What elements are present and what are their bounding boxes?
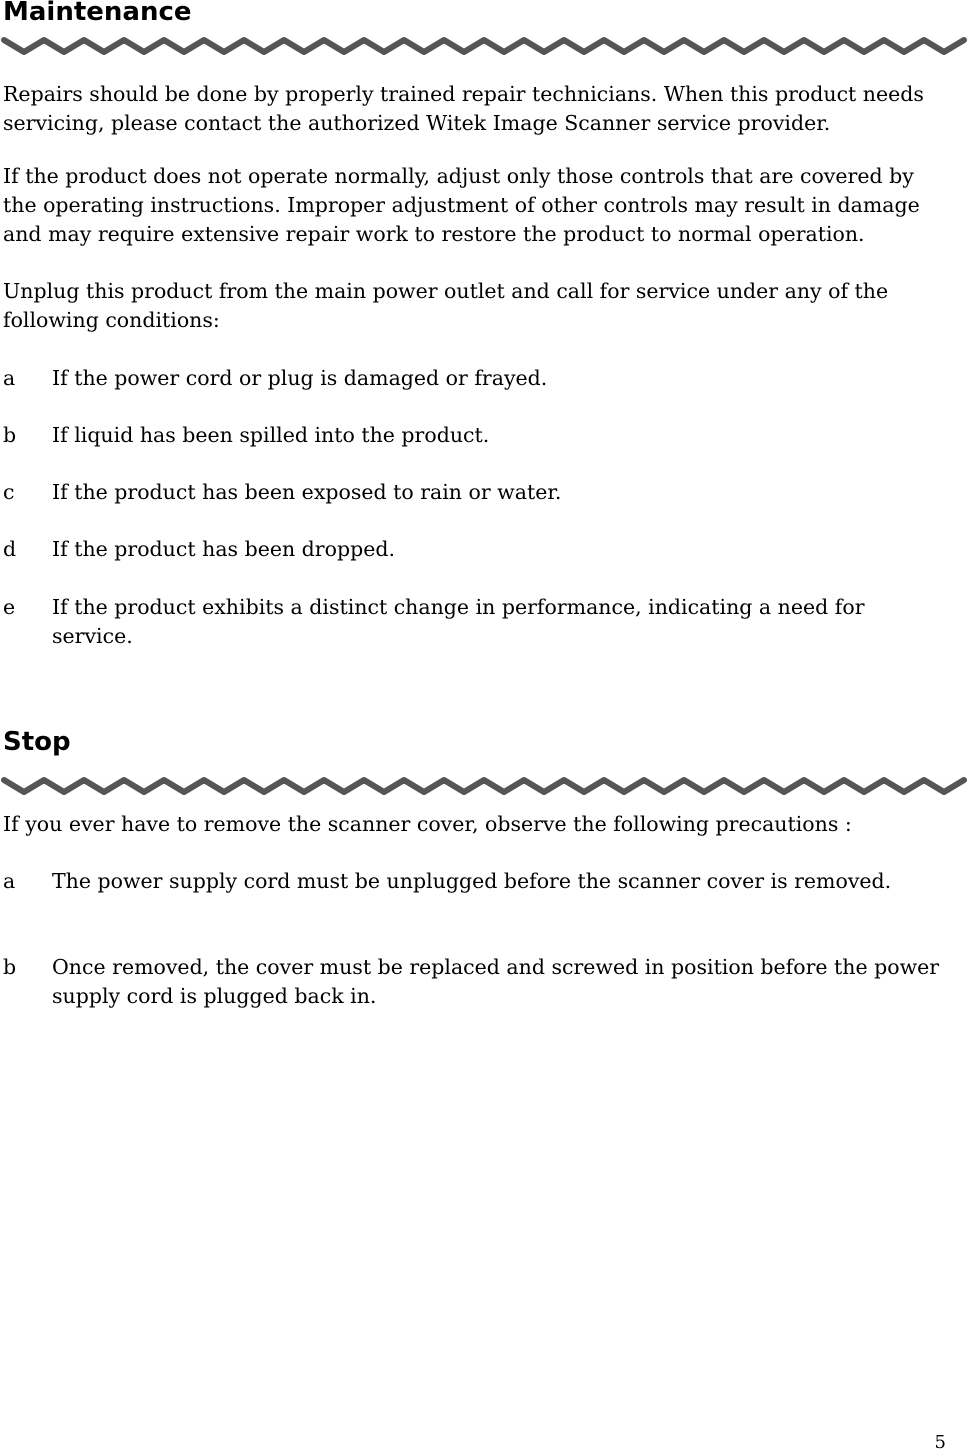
list-item-text: If the product has been exposed to rain or water.: [52, 480, 562, 504]
list-item-text: If the power cord or plug is damaged or frayed.: [52, 366, 548, 390]
paragraph-precautions: If you ever have to remove the scanner cover, observe the following precautions :: [3, 812, 852, 836]
list-item: [3, 593, 943, 651]
list-item-letter: a: [3, 366, 16, 390]
list-item-letter: d: [3, 537, 17, 561]
page-number: 5: [934, 1432, 946, 1453]
paragraph-unplug: Unplug this product from the main power outlet and call for service under any of the following conditions:: [3, 279, 889, 332]
paragraph-controls: If the product does not operate normally, adjust only those controls that are covered by the operating instructions. Improper adjustment of other controls may result in damage and may require extensive repair work to restore the product to normal operation.: [3, 164, 920, 246]
paragraph-repairs: Repairs should be done by properly trained repair technicians. When this product needs servicing, please contact the authorized Witek Image Scanner service provider.: [3, 82, 924, 135]
zigzag-divider: [0, 35, 971, 57]
list-item: [3, 421, 943, 450]
list-item-text: If the product exhibits a distinct change in performance, indicating a need for service.: [52, 595, 865, 648]
list-item-text: The power supply cord must be unplugged before the scanner cover is removed.: [52, 869, 892, 893]
list-item-letter: b: [3, 955, 17, 979]
list-item-letter: a: [3, 869, 16, 893]
list-item-letter: e: [3, 595, 16, 619]
list-item: [3, 478, 943, 507]
section-title-stop: Stop: [3, 727, 71, 757]
list-item-text: If the product has been dropped.: [52, 537, 395, 561]
list-item: [3, 867, 943, 896]
list-item-text: Once removed, the cover must be replaced and screwed in position before the power supply cord is plugged back in.: [52, 955, 940, 1008]
list-item-text: If liquid has been spilled into the product.: [52, 423, 490, 447]
section-title-maintenance: Maintenance: [3, 0, 192, 27]
list-item: [3, 953, 943, 1011]
list-item-letter: b: [3, 423, 17, 447]
list-item-letter: c: [3, 480, 15, 504]
list-item: [3, 535, 943, 564]
list-item: [3, 364, 943, 393]
zigzag-divider: [0, 775, 971, 797]
